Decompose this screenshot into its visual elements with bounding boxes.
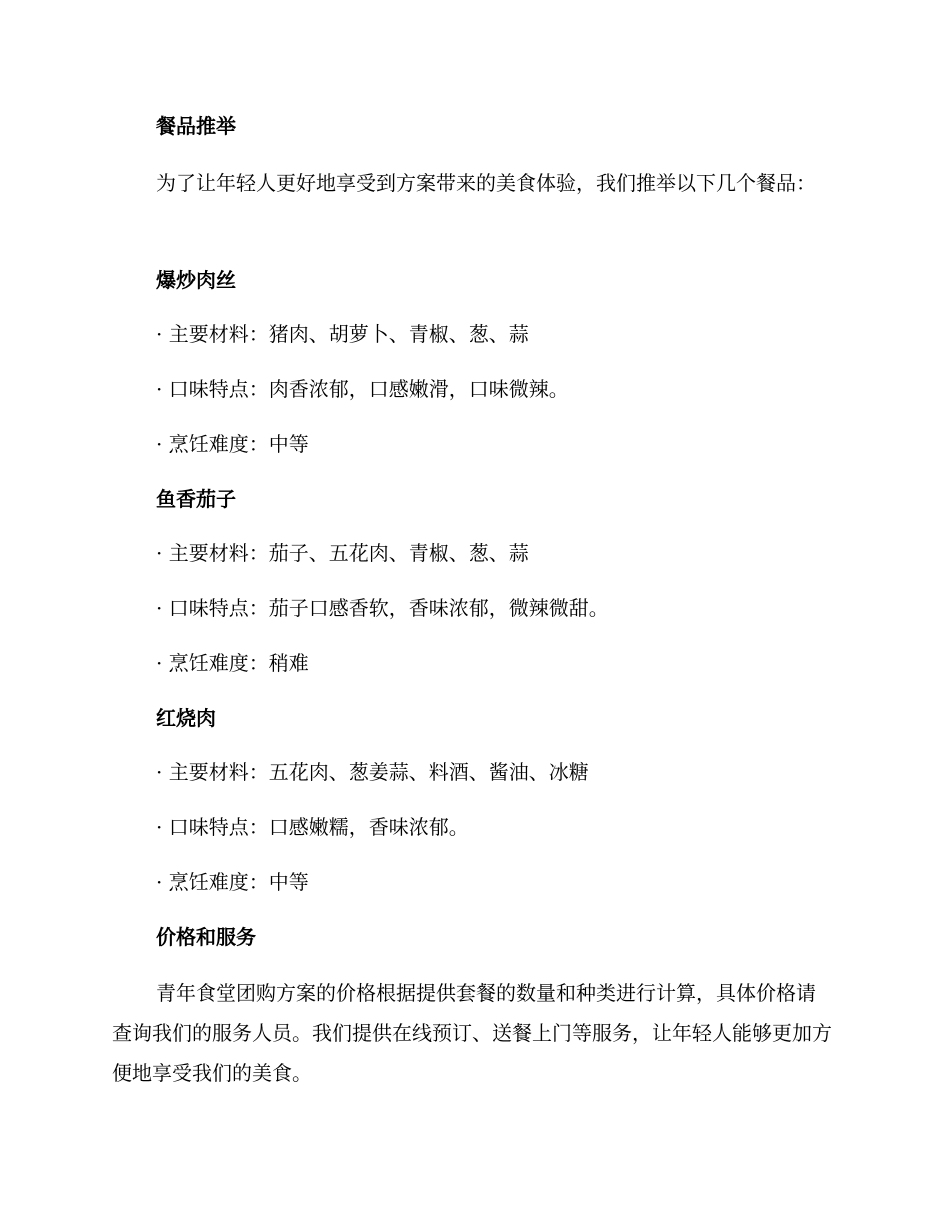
dish-2-ingredients: · 主要材料：茄子、五花肉、青椒、葱、蒜 bbox=[156, 541, 529, 565]
dish-3-flavor: · 口味特点：口感嫩糯，香味浓郁。 bbox=[156, 815, 469, 839]
dish-2-difficulty: · 烹饪难度：稍难 bbox=[156, 651, 309, 675]
dish-3-ingredients: · 主要材料：五花肉、葱姜蒜、料酒、酱油、冰糖 bbox=[156, 760, 589, 784]
price-paragraph: 青年食堂团购方案的价格根据提供套餐的数量和种类进行计算，具体价格请查询我们的服务人员。我们提供在线预订、送餐上门等服务，让年轻人能够更加方便地享受我们的美食。 bbox=[112, 981, 832, 1085]
dish-3-name: 红烧肉 bbox=[156, 706, 216, 730]
dish-1-ingredients: · 主要材料：猪肉、胡萝卜、青椒、葱、蒜 bbox=[156, 322, 529, 346]
dish-2-name: 鱼香茄子 bbox=[156, 487, 236, 511]
dish-2-flavor: · 口味特点：茄子口感香软，香味浓郁，微辣微甜。 bbox=[156, 596, 609, 620]
dish-1-difficulty: · 烹饪难度：中等 bbox=[156, 432, 309, 456]
price-heading: 价格和服务 bbox=[156, 925, 256, 949]
dish-1-name: 爆炒肉丝 bbox=[156, 268, 236, 292]
dish-3-difficulty: · 烹饪难度：中等 bbox=[156, 870, 309, 894]
recommend-heading: 餐品推举 bbox=[156, 114, 236, 138]
dish-1-flavor: · 口味特点：肉香浓郁，口感嫩滑，口味微辣。 bbox=[156, 377, 569, 401]
intro-paragraph: 为了让年轻人更好地享受到方案带来的美食体验，我们推举以下几个餐品： bbox=[156, 171, 816, 195]
